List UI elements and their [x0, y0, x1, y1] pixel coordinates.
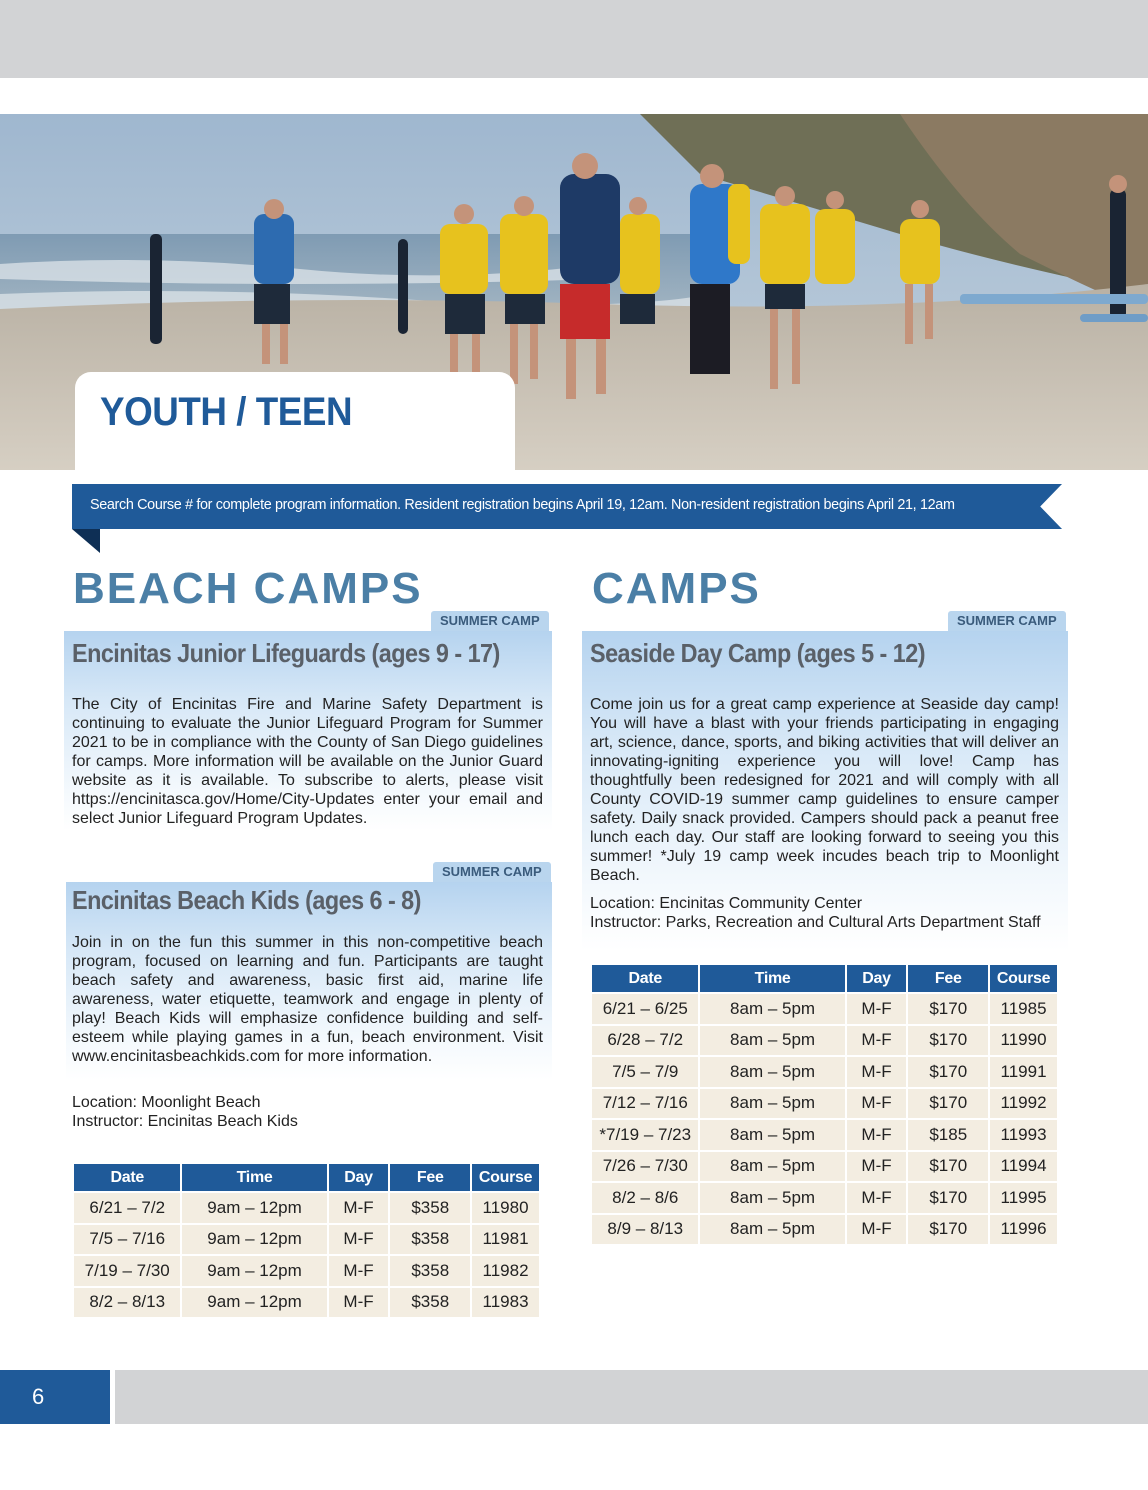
cell-time: 9am – 12pm — [182, 1225, 326, 1255]
column-header-day: Day — [329, 1164, 389, 1191]
program-instructor: Instructor: Parks, Recreation and Cultural Arts Department Staff — [590, 914, 1041, 931]
banner-fold — [72, 529, 100, 553]
cell-day: M-F — [847, 1215, 907, 1245]
summer-camp-badge: SUMMER CAMP — [433, 862, 551, 882]
summer-camp-badge: SUMMER CAMP — [948, 611, 1066, 631]
cell-day: M-F — [847, 1057, 907, 1087]
cell-date: 7/26 – 7/30 — [592, 1152, 698, 1182]
cell-course: 11982 — [472, 1256, 539, 1286]
column-header-course: Course — [990, 965, 1057, 992]
cell-course: 11990 — [990, 1026, 1057, 1056]
cell-time: 8am – 5pm — [700, 994, 844, 1024]
top-band — [0, 0, 1148, 78]
cell-date: 6/28 – 7/2 — [592, 1026, 698, 1056]
cell-day: M-F — [847, 1183, 907, 1213]
cell-time: 8am – 5pm — [700, 1215, 844, 1245]
program-description: Join in on the fun this summer in this non-competitive beach program, focused on learning and fun. Participants are taught beach safety and awareness, basic first aid, marine life awareness, water etiquette, teamwork and engage in plenty of play! Beach Kids will emphasize confidence building and self-esteem while playing games in a fun, beach environment. Visit www.encinitasbeachkids.com for more information. — [72, 934, 543, 1065]
cell-fee: $170 — [908, 994, 988, 1024]
cell-date: 8/2 – 8/6 — [592, 1183, 698, 1213]
cell-fee: $170 — [908, 1057, 988, 1087]
column-header-date: Date — [592, 965, 698, 992]
table-row — [74, 1225, 539, 1255]
cell-day: M-F — [847, 1120, 907, 1150]
cell-fee: $358 — [390, 1193, 470, 1223]
cell-fee: $170 — [908, 1026, 988, 1056]
program-title: Encinitas Junior Lifeguards (ages 9 - 17) — [72, 638, 500, 668]
cell-day: M-F — [329, 1288, 389, 1318]
cell-fee: $358 — [390, 1225, 470, 1255]
cell-course: 11980 — [472, 1193, 539, 1223]
cell-fee: $185 — [908, 1120, 988, 1150]
schedule-table-beach-kids — [72, 1162, 541, 1319]
cell-date: 7/12 – 7/16 — [592, 1089, 698, 1119]
table-row — [74, 1288, 539, 1318]
page-number-box — [0, 1370, 110, 1424]
cell-fee: $170 — [908, 1152, 988, 1182]
cell-day: M-F — [847, 1026, 907, 1056]
cell-time: 8am – 5pm — [700, 1183, 844, 1213]
program-title: Seaside Day Camp (ages 5 - 12) — [590, 638, 925, 668]
cell-fee: $170 — [908, 1089, 988, 1119]
page-number: 6 — [32, 1384, 45, 1409]
column-header-date: Date — [74, 1164, 180, 1191]
program-description: Come join us for a great camp experience at Seaside day camp! You will have a blast with your friends participating in engaging art, science, dance, sports, and biking activities that will deliver an innovating-igniting experience you will love! Camp has thoughtfully been redesigned for 2021 and will comply with all County COVID-19 summer camp guidelines to ensure camper safety. Daily snack provided. Campers should pack a peanut free lunch each day. Our staff are looking forward to seeing you this summer! *July 19 camp week incudes beach trip to Moonlight Beach. — [590, 696, 1059, 884]
cell-time: 8am – 5pm — [700, 1152, 844, 1182]
cell-time: 9am – 12pm — [182, 1193, 326, 1223]
table-header-row — [74, 1164, 539, 1191]
cell-day: M-F — [847, 1152, 907, 1182]
table-row — [592, 1120, 1057, 1150]
section-title-beach-camps: BEACH CAMPS — [73, 564, 423, 613]
cell-date: 6/21 – 7/2 — [74, 1193, 180, 1223]
cell-date: 8/9 – 8/13 — [592, 1215, 698, 1245]
cell-day: M-F — [329, 1225, 389, 1255]
cell-date: *7/19 – 7/23 — [592, 1120, 698, 1150]
table-header-row — [592, 965, 1057, 992]
cell-date: 7/5 – 7/9 — [592, 1057, 698, 1087]
column-header-fee: Fee — [390, 1164, 470, 1191]
program-location: Location: Moonlight Beach — [72, 1094, 261, 1111]
program-title: Encinitas Beach Kids (ages 6 - 8) — [72, 885, 421, 915]
cell-time: 8am – 5pm — [700, 1120, 844, 1150]
table-row — [592, 1152, 1057, 1182]
section-title-camps: CAMPS — [592, 564, 761, 613]
summer-camp-badge: SUMMER CAMP — [431, 611, 549, 631]
cell-course: 11983 — [472, 1288, 539, 1318]
cell-date: 7/19 – 7/30 — [74, 1256, 180, 1286]
cell-course: 11996 — [990, 1215, 1057, 1245]
schedule-table-seaside-day-camp — [590, 963, 1059, 1246]
cell-course: 11993 — [990, 1120, 1057, 1150]
table-row — [74, 1256, 539, 1286]
table-row — [592, 1215, 1057, 1245]
program-location: Location: Encinitas Community Center — [590, 895, 863, 912]
cell-fee: $358 — [390, 1256, 470, 1286]
cell-course: 11981 — [472, 1225, 539, 1255]
cell-course: 11992 — [990, 1089, 1057, 1119]
page-title: YOUTH / TEEN — [100, 390, 353, 434]
program-instructor: Instructor: Encinitas Beach Kids — [72, 1113, 298, 1130]
bottom-band — [115, 1370, 1148, 1424]
table-row — [592, 1026, 1057, 1056]
column-header-time: Time — [182, 1164, 326, 1191]
cell-fee: $170 — [908, 1183, 988, 1213]
column-header-fee: Fee — [908, 965, 988, 992]
table-row — [592, 1183, 1057, 1213]
cell-day: M-F — [329, 1256, 389, 1286]
cell-course: 11991 — [990, 1057, 1057, 1087]
cell-time: 8am – 5pm — [700, 1026, 844, 1056]
cell-course: 11994 — [990, 1152, 1057, 1182]
registration-banner-text: Search Course # for complete program information. Resident registration begins April 19, 12am. Non-resident registration begins April 21, 12am — [90, 497, 955, 513]
cell-time: 9am – 12pm — [182, 1288, 326, 1318]
column-header-day: Day — [847, 965, 907, 992]
cell-fee: $358 — [390, 1288, 470, 1318]
column-header-course: Course — [472, 1164, 539, 1191]
table-row — [592, 994, 1057, 1024]
cell-date: 8/2 – 8/13 — [74, 1288, 180, 1318]
cell-time: 8am – 5pm — [700, 1057, 844, 1087]
cell-time: 9am – 12pm — [182, 1256, 326, 1286]
table-row — [592, 1089, 1057, 1119]
cell-date: 7/5 – 7/16 — [74, 1225, 180, 1255]
cell-day: M-F — [329, 1193, 389, 1223]
program-description: The City of Encinitas Fire and Marine Safety Department is continuing to evaluate the Junior Lifeguard Program for Summer 2021 to be in compliance with the County of San Diego guidelines for camps. More information will be available on the Junior Guard website as it is available. To subscribe to alerts, please visit https://encinitasca.gov/Home/City-Updates enter your email and select Junior Lifeguard Program Updates. — [72, 696, 543, 827]
cell-course: 11995 — [990, 1183, 1057, 1213]
cell-course: 11985 — [990, 994, 1057, 1024]
cell-fee: $170 — [908, 1215, 988, 1245]
column-header-time: Time — [700, 965, 844, 992]
table-row — [592, 1057, 1057, 1087]
cell-day: M-F — [847, 1089, 907, 1119]
cell-date: 6/21 – 6/25 — [592, 994, 698, 1024]
table-row — [74, 1193, 539, 1223]
cell-time: 8am – 5pm — [700, 1089, 844, 1119]
cell-day: M-F — [847, 994, 907, 1024]
